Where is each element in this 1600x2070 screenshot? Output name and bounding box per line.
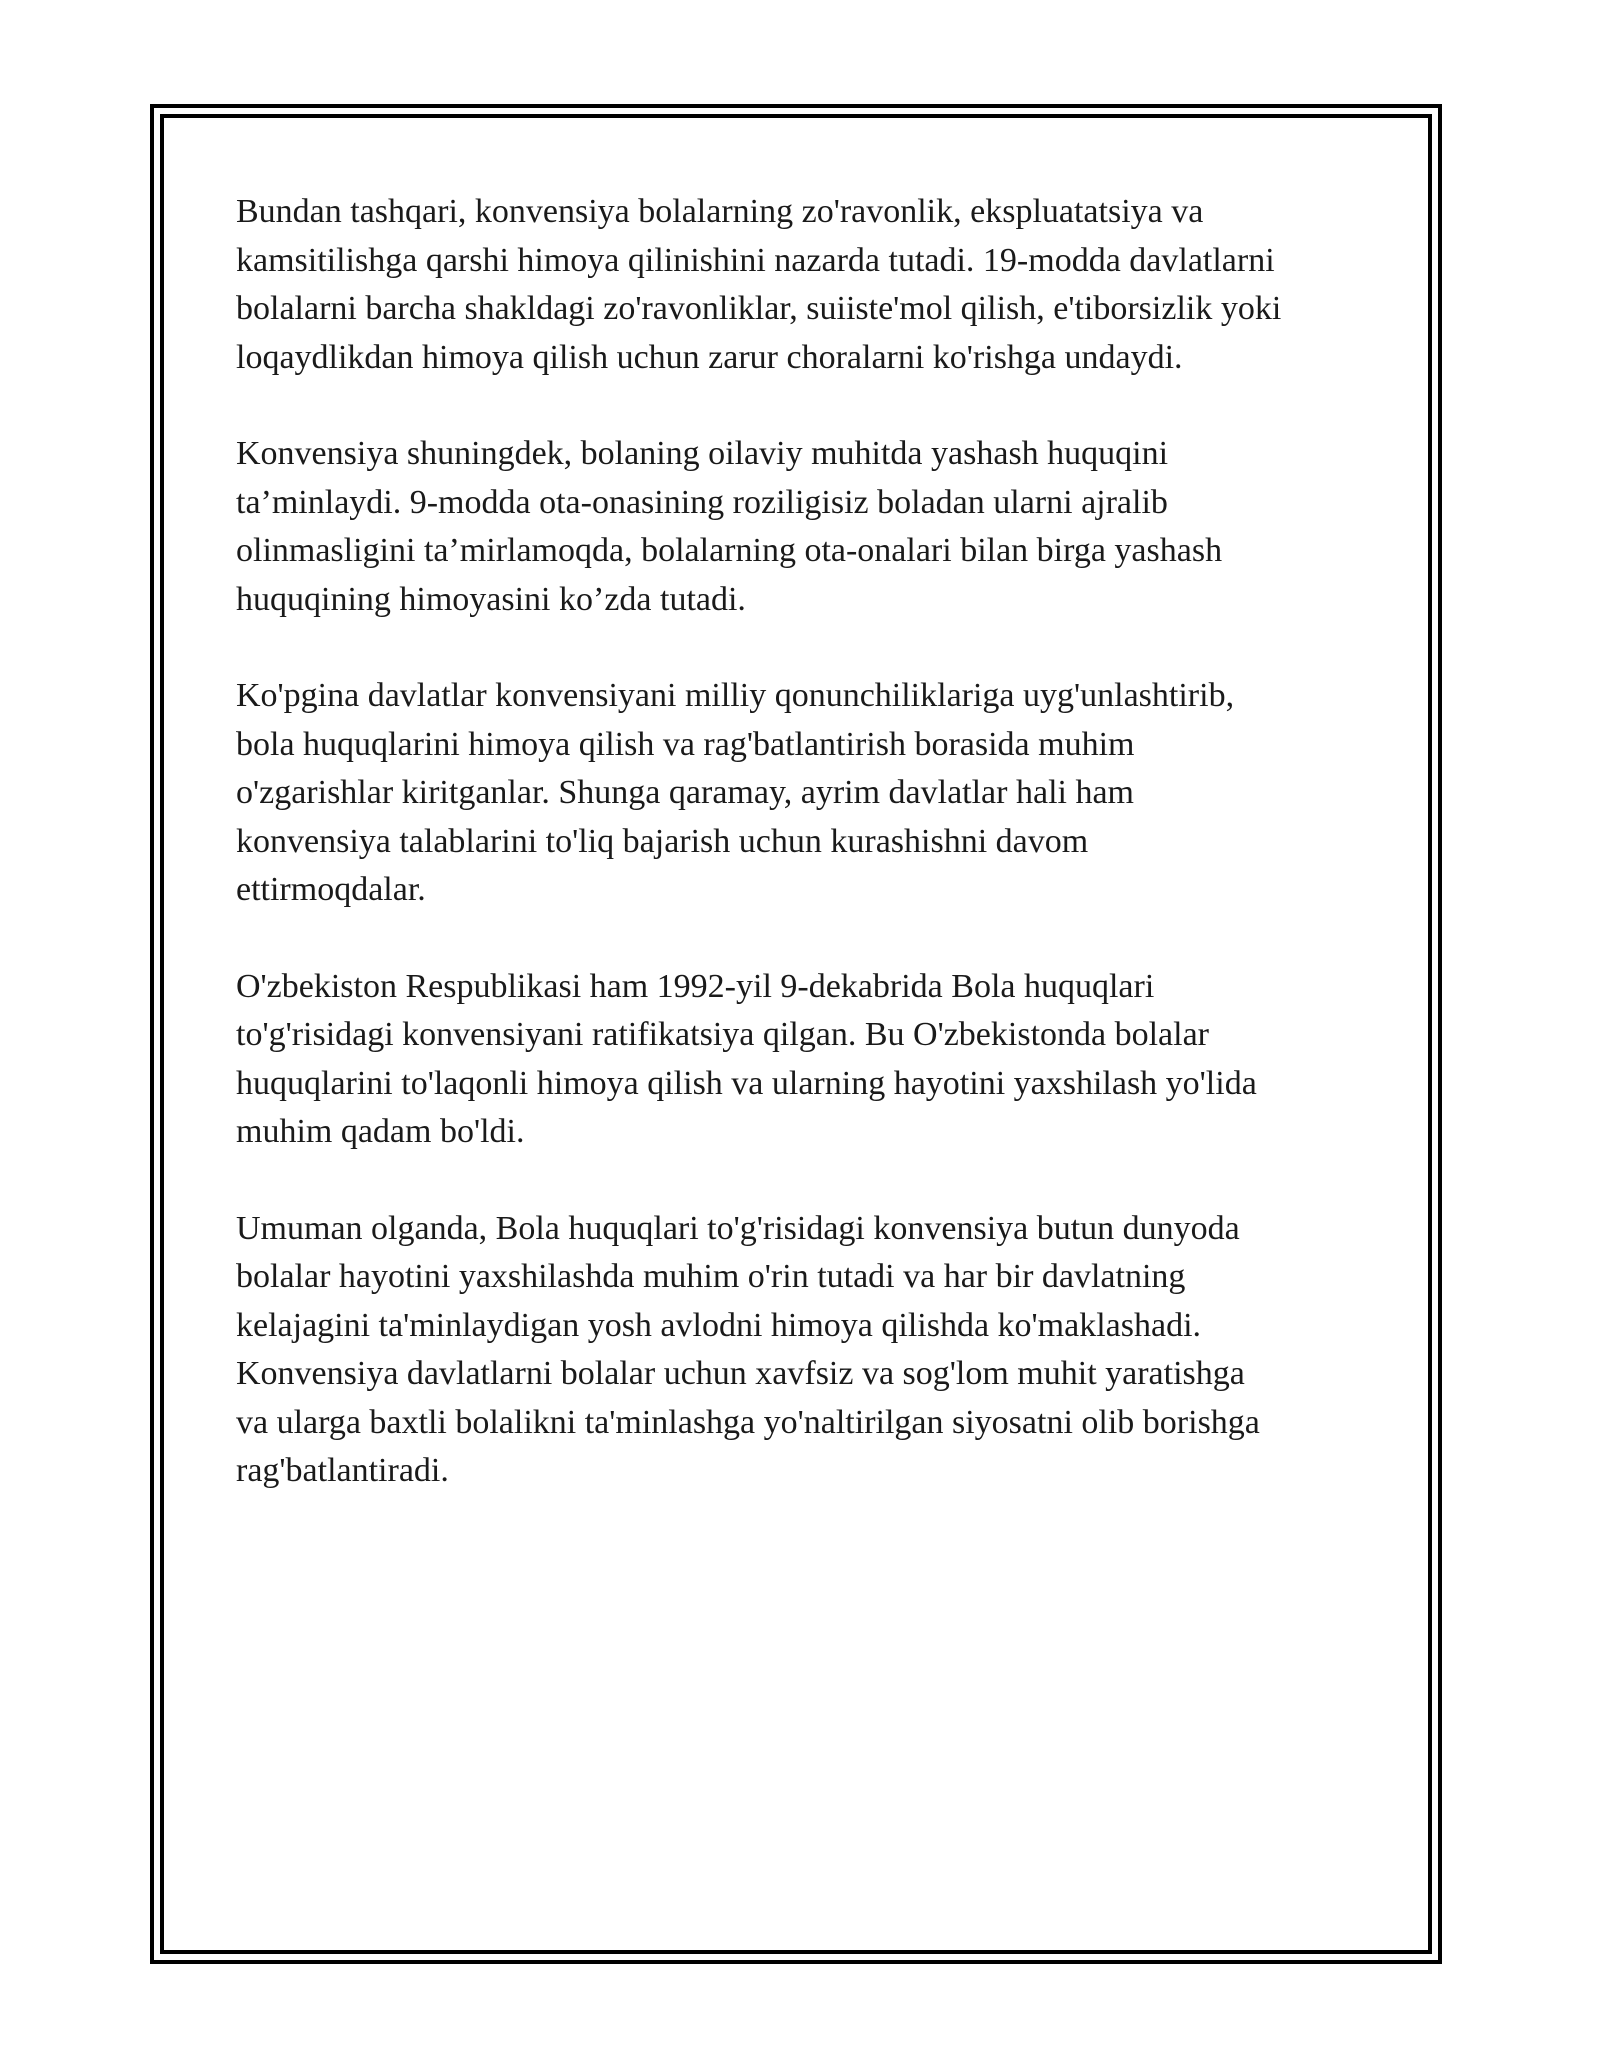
paragraph-line: kamsitilishga qarshi himoya qilinishini nazarda tutadi. 19-modda davlatlarni	[236, 241, 1275, 279]
paragraph-line: bolalar hayotini yaxshilashda muhim o'rin tutadi va har bir davlatning	[236, 1258, 1186, 1295]
paragraph-line: va ularga baxtli bolalikni ta'minlashga yo'naltirilgan siyosatni olib borishga	[236, 1403, 1260, 1441]
paragraph-5	[236, 1205, 1366, 1496]
paragraph-3	[236, 672, 1366, 915]
paragraph-line: ettirmoqdalar.	[236, 871, 426, 908]
paragraph-line: Umuman olganda, Bola huquqlari to'g'risidagi konvensiya butun dunyoda	[236, 1209, 1240, 1247]
paragraph-line: olinmasligini ta’mirlamoqda, bolalarning ota-onalari bilan birga yashash	[236, 532, 1223, 569]
paragraph-line: rag'batlantiradi.	[236, 1452, 449, 1489]
paragraph-1	[236, 188, 1366, 382]
document-body	[236, 188, 1366, 1544]
paragraph-line: loqaydlikdan himoya qilish uchun zarur choralarni ko'rishga undaydi.	[236, 338, 1183, 376]
paragraph-line: Ko'pgina davlatlar konvensiyani milliy qonunchiliklariga uyg'unlashtirib,	[236, 677, 1235, 714]
paragraph-line: huquqining himoyasini ko’zda tutadi.	[236, 580, 746, 618]
paragraph-line: Konvensiya davlatlarni bolalar uchun xavfsiz va sog'lom muhit yaratishga	[236, 1355, 1245, 1392]
paragraph-line: bolalarni barcha shakldagi zo'ravonliklar, suiiste'mol qilish, e'tiborsizlik yoki	[236, 290, 1282, 327]
paragraph-line: Bundan tashqari, konvensiya bolalarning zo'ravonlik, ekspluatatsiya va	[236, 193, 1204, 230]
paragraph-2	[236, 430, 1366, 624]
paragraph-line: Konvensiya shuningdek, bolaning oilaviy muhitda yashash huquqini	[236, 435, 1169, 472]
paragraph-line: muhim qadam bo'ldi.	[236, 1113, 525, 1150]
paragraph-4	[236, 963, 1366, 1157]
paragraph-line: o'zgarishlar kiritganlar. Shunga qaramay, ayrim davlatlar hali ham	[236, 774, 1134, 811]
paragraph-line: konvensiya talablarini to'liq bajarish uchun kurashishni davom	[236, 822, 1089, 860]
paragraph-line: O'zbekiston Respublikasi ham 1992-yil 9-dekabrida Bola huquqlari	[236, 967, 1155, 1005]
paragraph-line: kelajagini ta'minlaydigan yosh avlodni himoya qilishda ko'maklashadi.	[236, 1306, 1202, 1344]
paragraph-line: huquqlarini to'laqonli himoya qilish va ularning hayotini yaxshilash yo'lida	[236, 1064, 1257, 1102]
paragraph-line: to'g'risidagi konvensiyani ratifikatsiya qilgan. Bu O'zbekistonda bolalar	[236, 1016, 1210, 1053]
paragraph-line: ta’minlaydi. 9-modda ota-onasining roziligisiz boladan ularni ajralib	[236, 483, 1168, 521]
paragraph-line: bola huquqlarini himoya qilish va rag'batlantirish borasida muhim	[236, 725, 1135, 763]
